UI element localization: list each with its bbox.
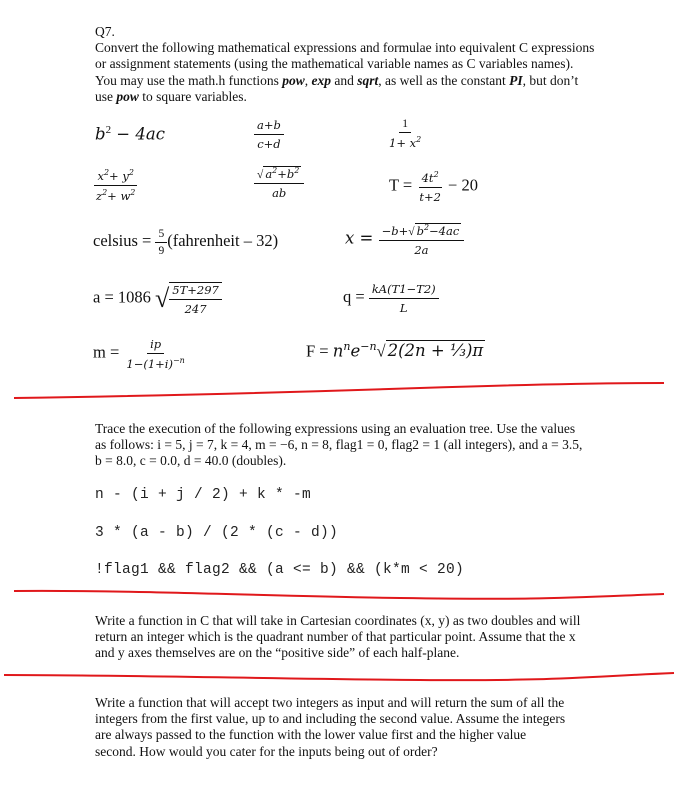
question-intro: Convert the following mathematical expressions and formulae into equivalent C expressions or assignment statements (using the mathematical variable names as C variables names). You may use the math.h functions pow, exp and sqrt, as well as the constant PI, but don’t use pow to square variables. (95, 40, 595, 104)
separator-line-1 (14, 383, 664, 398)
trace-code-2: 3 * (a - b) / (2 * (c - d)) (95, 525, 339, 541)
expr-f-stirling: $F = n^ne^{-n}√$ 2(2n + ⅓)π (306, 340, 484, 361)
expr-m-annuity: m = $\frac{ip}{1-(1+i)^{-n}}$ (93, 337, 185, 371)
expr-celsius: celsius = $\frac{5}{9}$ (fahrenheit – 32) (93, 228, 279, 257)
expr-a-1086: a = 1086 √ $\frac{5T+297}{247}$ (93, 282, 222, 316)
sum-question: Write a function that will accept two integers as input and will return the sum of all the integers from the first value, up to and including the second value. Assume the integers are always passed to the function with the lower value first and the higher value second. How would you cater for the inputs being out of order? (95, 695, 566, 759)
expr-b-squared: $b^2 - 4ac$ (95, 124, 165, 144)
question-block (95, 24, 595, 105)
expr-t-formula: T = $\frac{4t^2}{t+2}$ − 20 (389, 170, 478, 204)
question-number: Q7. (95, 24, 115, 39)
trace-code-3: !flag1 && flag2 && (a <= b) && (k*m < 20) (95, 562, 465, 578)
quadrant-question: Write a function in C that will take in Cartesian coordinates (x, y) as two doubles and will return an integer which is the quadrant number of that particular point. Assume that the x and y axes themselves are on the “positive side” of each half-plane. (95, 613, 581, 661)
separator-line-3 (4, 673, 674, 680)
trace-code-1: n - (i + j / 2) + k * -m (95, 487, 312, 503)
expr-xy-zw: $\frac{x^2+ y^2}{z^2+ w^2}$ (96, 168, 136, 203)
expr-frac-ab-cd: $\frac{a+b}{c+d}$ (254, 118, 284, 151)
expr-quadratic: x = $\frac{-b+√ b^2-4ac}{2a}$ (345, 223, 464, 257)
expr-one-over: $\frac{1}{1+ x^2}$ (389, 118, 422, 150)
trace-instructions: Trace the execution of the following expressions using an evaluation tree. Use the values as follows: i = 5, j = 7, k = 4, m = −6, n = 8, flag1 = 0, flag2 = 1 (all integers), and a = 3.5, b = 8.0, c = 0.0, d = 40.0 (doubles). (95, 421, 583, 469)
expr-sqrt-over-ab: $\frac{√ a^2+b^2}{ab}$ (254, 166, 304, 200)
expr-q-heat: q = $\frac{kA(T1-T2)}{L}$ (343, 282, 439, 315)
separator-line-2 (14, 591, 664, 599)
